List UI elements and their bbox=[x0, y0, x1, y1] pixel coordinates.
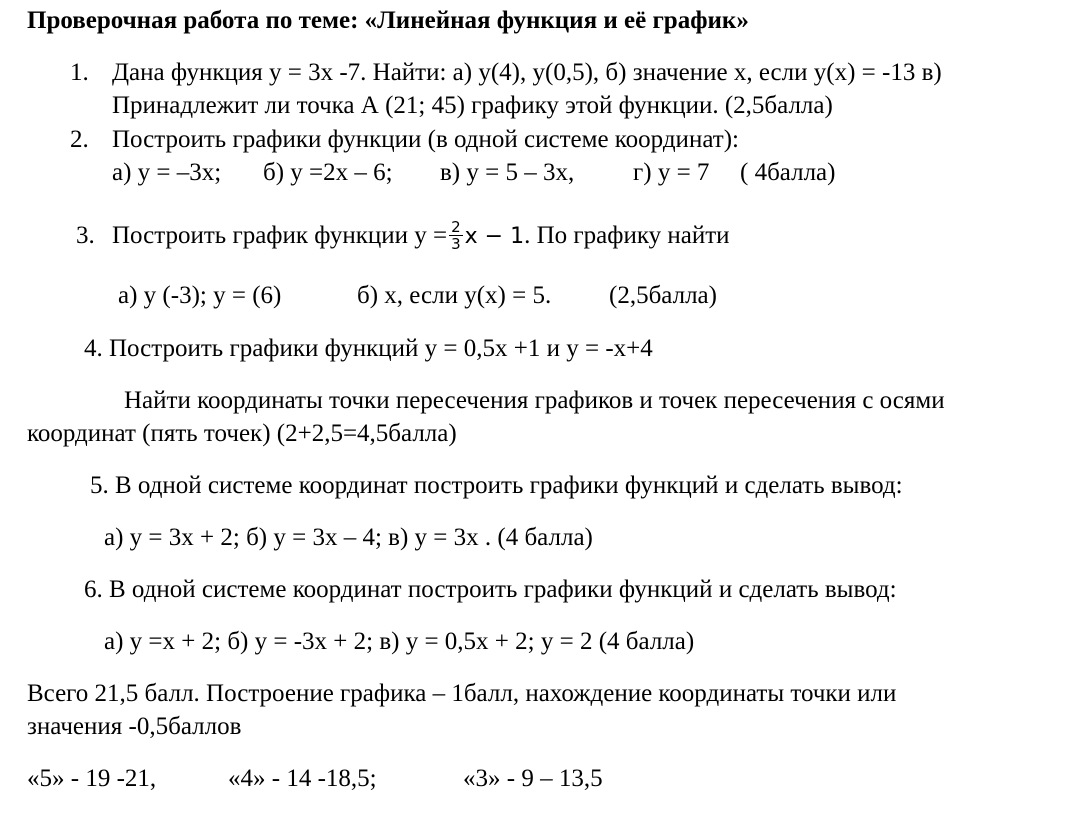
page-title: Проверочная работа по теме: «Линейная функция и её график» bbox=[27, 7, 749, 34]
task-2-item-c: в) у = 5 – 3х, bbox=[440, 159, 575, 186]
task-3-line-1 bbox=[112, 218, 730, 254]
task-3-number: 3. bbox=[76, 222, 95, 249]
task-2-item-b: б) у =2х – 6; bbox=[263, 159, 393, 186]
grade-3: «3» - 9 – 13,5 bbox=[463, 765, 603, 792]
task-3-fraction-denominator: 3 bbox=[451, 235, 461, 253]
task-1-line-2: Принадлежит ли точка А (21; 45) графику этой функции. (2,5балла) bbox=[112, 92, 833, 119]
task-1-line-1: Дана функция у = 3х -7. Найти: а) у(4), у(0,5), б) значение х, если у(х) = -13 в) bbox=[112, 59, 942, 86]
task-3-line-2c: (2,5балла) bbox=[609, 282, 717, 309]
grade-5: «5» - 19 -21, bbox=[27, 765, 157, 792]
task-2-points: ( 4балла) bbox=[740, 159, 836, 186]
task-3-prefix: Построить график функции у = bbox=[112, 222, 448, 250]
grade-4: «4» - 14 -18,5; bbox=[228, 765, 377, 792]
task-3-fraction-numerator: 2 bbox=[451, 218, 461, 236]
task-2-line-1: Построить графики функции (в одной системе координат): bbox=[112, 126, 739, 153]
task-4-line-1: 4. Построить графики функций у = 0,5х +1 и у = -х+4 bbox=[84, 335, 653, 362]
task-3-line-2b: б) х, если у(х) = 5. bbox=[357, 282, 552, 309]
total-line-2: значения -0,5баллов bbox=[27, 713, 242, 740]
task-3-suffix: . По графику найти bbox=[524, 222, 730, 250]
task-4-line-3: координат (пять точек) (2+2,5=4,5балла) bbox=[27, 420, 457, 447]
task-2-item-d: г) у = 7 bbox=[633, 159, 710, 186]
total-line-1: Всего 21,5 балл. Построение графика – 1балл, нахождение координаты точки или bbox=[27, 680, 897, 707]
task-5-line-2: а) у = 3х + 2; б) у = 3х – 4; в) у = 3х . (4 балла) bbox=[104, 524, 593, 551]
task-3-formula-rest: x − 1 bbox=[464, 224, 525, 250]
task-4-line-2: Найти координаты точки пересечения графиков и точек пересечения с осями bbox=[124, 387, 945, 414]
task-2-number: 2. bbox=[70, 126, 89, 153]
task-3-fraction bbox=[449, 219, 463, 252]
task-2-item-a: а) у = –3х; bbox=[112, 159, 222, 186]
task-6-line-2: а) у =х + 2; б) у = -3х + 2; в) у = 0,5х + 2; у = 2 (4 балла) bbox=[104, 628, 695, 655]
task-1-number: 1. bbox=[70, 59, 89, 86]
task-3-line-2a: а) у (-3); у = (6) bbox=[118, 282, 282, 309]
task-5-line-1: 5. В одной системе координат построить графики функций и сделать вывод: bbox=[90, 472, 903, 499]
task-6-line-1: 6. В одной системе координат построить графики функций и сделать вывод: bbox=[84, 576, 897, 603]
